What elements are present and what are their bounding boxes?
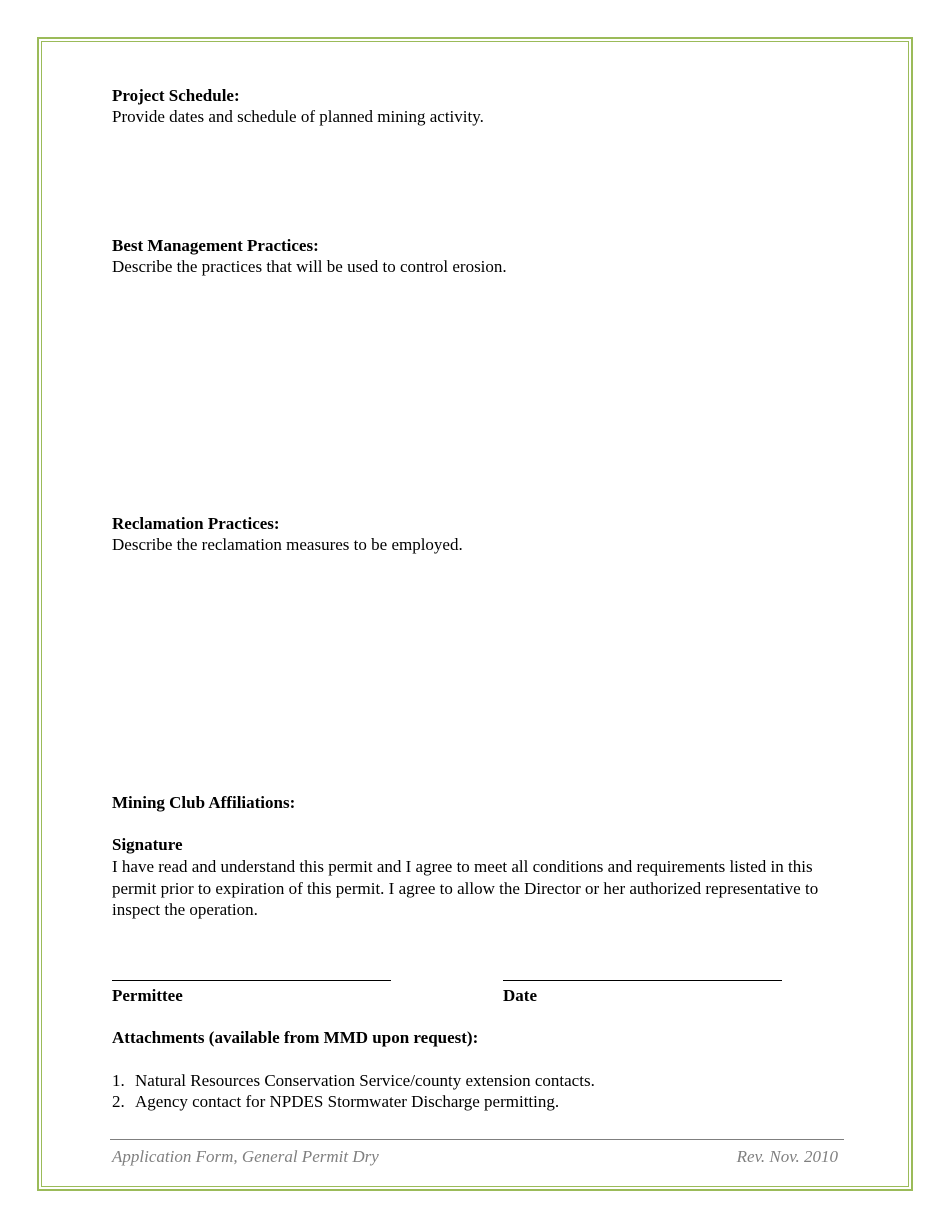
attachments-heading: Attachments (available from MMD upon request): bbox=[112, 1028, 479, 1047]
best-management-description: Describe the practices that will be used to control erosion. bbox=[112, 257, 507, 276]
list-item bbox=[112, 1091, 559, 1112]
project-schedule-heading: Project Schedule: bbox=[112, 86, 240, 105]
date-label: Date bbox=[503, 986, 537, 1005]
page-border-inner bbox=[41, 41, 909, 1187]
date-signature-line[interactable] bbox=[503, 980, 782, 981]
list-item-text: Natural Resources Conservation Service/county extension contacts. bbox=[135, 1071, 595, 1090]
reclamation-heading: Reclamation Practices: bbox=[112, 514, 280, 533]
list-item-text: Agency contact for NPDES Stormwater Discharge permitting. bbox=[135, 1092, 560, 1111]
best-management-heading: Best Management Practices: bbox=[112, 236, 319, 255]
permittee-signature-line[interactable] bbox=[112, 980, 391, 981]
footer-revision: Rev. Nov. 2010 bbox=[736, 1147, 838, 1166]
list-item-number: 2. bbox=[112, 1092, 125, 1111]
reclamation-description: Describe the reclamation measures to be employed. bbox=[112, 535, 463, 554]
signature-heading: Signature bbox=[112, 835, 183, 854]
footer-divider bbox=[110, 1139, 844, 1140]
list-item bbox=[112, 1070, 595, 1091]
signature-statement: I have read and understand this permit and I agree to meet all conditions and requirements listed in this permit prior to expiration of this permit. I agree to allow the Director or her authorized representative to inspect the operation. bbox=[112, 857, 819, 919]
permittee-label: Permittee bbox=[112, 986, 183, 1005]
club-affiliations-heading: Mining Club Affiliations: bbox=[112, 793, 296, 812]
project-schedule-description: Provide dates and schedule of planned mining activity. bbox=[112, 107, 484, 126]
footer-form-title: Application Form, General Permit Dry bbox=[112, 1147, 379, 1166]
list-item-number: 1. bbox=[112, 1071, 125, 1090]
